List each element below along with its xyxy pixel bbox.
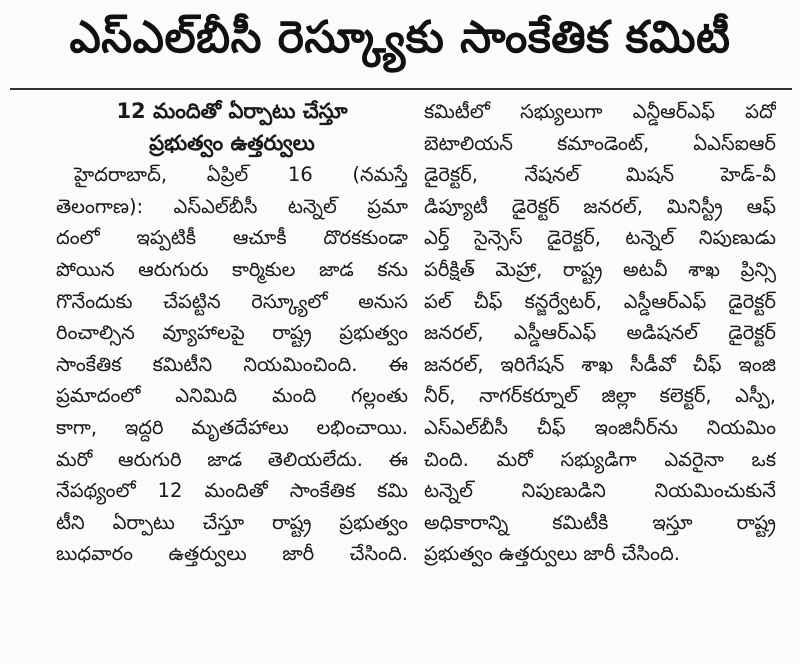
body-line: సాంకేతిక కమిటీని నియమించింది. ఈ bbox=[56, 352, 408, 376]
body-line: తెలంగాణ): ఎస్ఎల్‌బీసీ టన్నెల్ ప్రమా bbox=[56, 194, 408, 218]
body-line: మరో ఆరుగురి జాడ తెలియలేదు. ఈ bbox=[56, 447, 408, 471]
subheadline-line-2: ప్రభుత్వం ఉత్తర్వులు bbox=[149, 130, 315, 155]
body-line: గొనేందుకు చేపట్టిన రెస్క్యూలో అనుస bbox=[56, 289, 408, 313]
body-line: ఎస్ఎల్‌బీసీ చీఫ్ ఇంజినీర్‌ను నియమిం bbox=[424, 415, 776, 439]
body-line: టీని ఏర్పాటు చేస్తూ రాష్ట్ర ప్రభుత్వం bbox=[56, 510, 408, 534]
body-line: టన్నెల్ నిపుణుడిని నియమించుకునే bbox=[424, 479, 776, 503]
right-column bbox=[424, 96, 776, 570]
body-line: పల్ చీఫ్ కన్జర్వేటర్, ఎస్డీఆర్ఎఫ్ డైరెక్టర్ bbox=[424, 289, 776, 313]
body-line: ఎర్త్ సైన్సెస్ డైరెక్టర్, టన్నెల్ నిపుణుడు bbox=[424, 226, 776, 250]
body-line: పోయిన ఆరుగురు కార్మికుల జాడ కను bbox=[56, 257, 408, 281]
body-line: చింది. మరో సభ్యుడిగా ఎవరైనా ఒక bbox=[424, 447, 776, 471]
headline: ఎస్ఎల్‌బీసీ రెస్క్యూకు సాంకేతిక కమిటీ bbox=[69, 12, 731, 63]
subheadline-line-1: 12 మందితో ఏర్పాటు చేస్తూ bbox=[116, 99, 348, 123]
body-line: బెటాలియన్ కమాండెంట్, ఏఎస్ఐఆర్ bbox=[424, 131, 776, 155]
headline-divider bbox=[10, 88, 792, 90]
body-line: పరీక్షిత్ మెహ్రా, రాష్ట్ర అటవీ శాఖ ప్రిన్సి bbox=[424, 257, 776, 281]
body-line: ప్రభుత్వం ఉత్తర్వులు జారీ చేసింది. bbox=[424, 542, 680, 566]
body-line: రించాల్సిన వ్యూహాలపై రాష్ట్ర ప్రభుత్వం bbox=[56, 321, 408, 345]
body-line: బుధవారం ఉత్తర్వులు జారీ చేసింది. bbox=[56, 542, 408, 566]
body-line: దంలో ఇప్పటికీ ఆచూకీ దొరకకుండా bbox=[56, 226, 408, 250]
left-column bbox=[56, 96, 408, 570]
body-line: డిప్యూటీ డైరెక్టర్ జనరల్, మినిస్ట్రీ ఆఫ్ bbox=[424, 194, 776, 218]
body-line: నేపథ్యంలో 12 మందితో సాంకేతిక కమి bbox=[56, 479, 408, 503]
body-line: కాగా, ఇద్దరి మృతదేహాలు లభించాయి. bbox=[56, 415, 408, 439]
body-line: జనరల్, ఇరిగేషన్ శాఖ సీడీవో చీఫ్ ఇంజి bbox=[424, 352, 776, 376]
body-line: జనరల్, ఎస్డీఆర్ఎఫ్ అడిషనల్ డైరెక్టర్ bbox=[424, 321, 776, 345]
body-line: కమిటీలో సభ్యులుగా ఎన్డీఆర్ఎఫ్ పదో bbox=[424, 100, 776, 123]
body-line: ప్రమాదంలో ఎనిమిది మంది గల్లంతు bbox=[56, 384, 408, 408]
body-line: నీర్, నాగర్‌కర్నూల్ జిల్లా కలెక్టర్, ఎస్పీ, bbox=[424, 384, 776, 408]
body-line: అధికారాన్ని కమిటీకి ఇస్తూ రాష్ట్ర bbox=[424, 510, 776, 534]
body-line: డైరెక్టర్, నేషనల్ మిషన్ హెడ్-వీ bbox=[424, 163, 776, 187]
body-line: హైదరాబాద్, ఏప్రిల్ 16 (నమస్తే bbox=[74, 163, 408, 187]
